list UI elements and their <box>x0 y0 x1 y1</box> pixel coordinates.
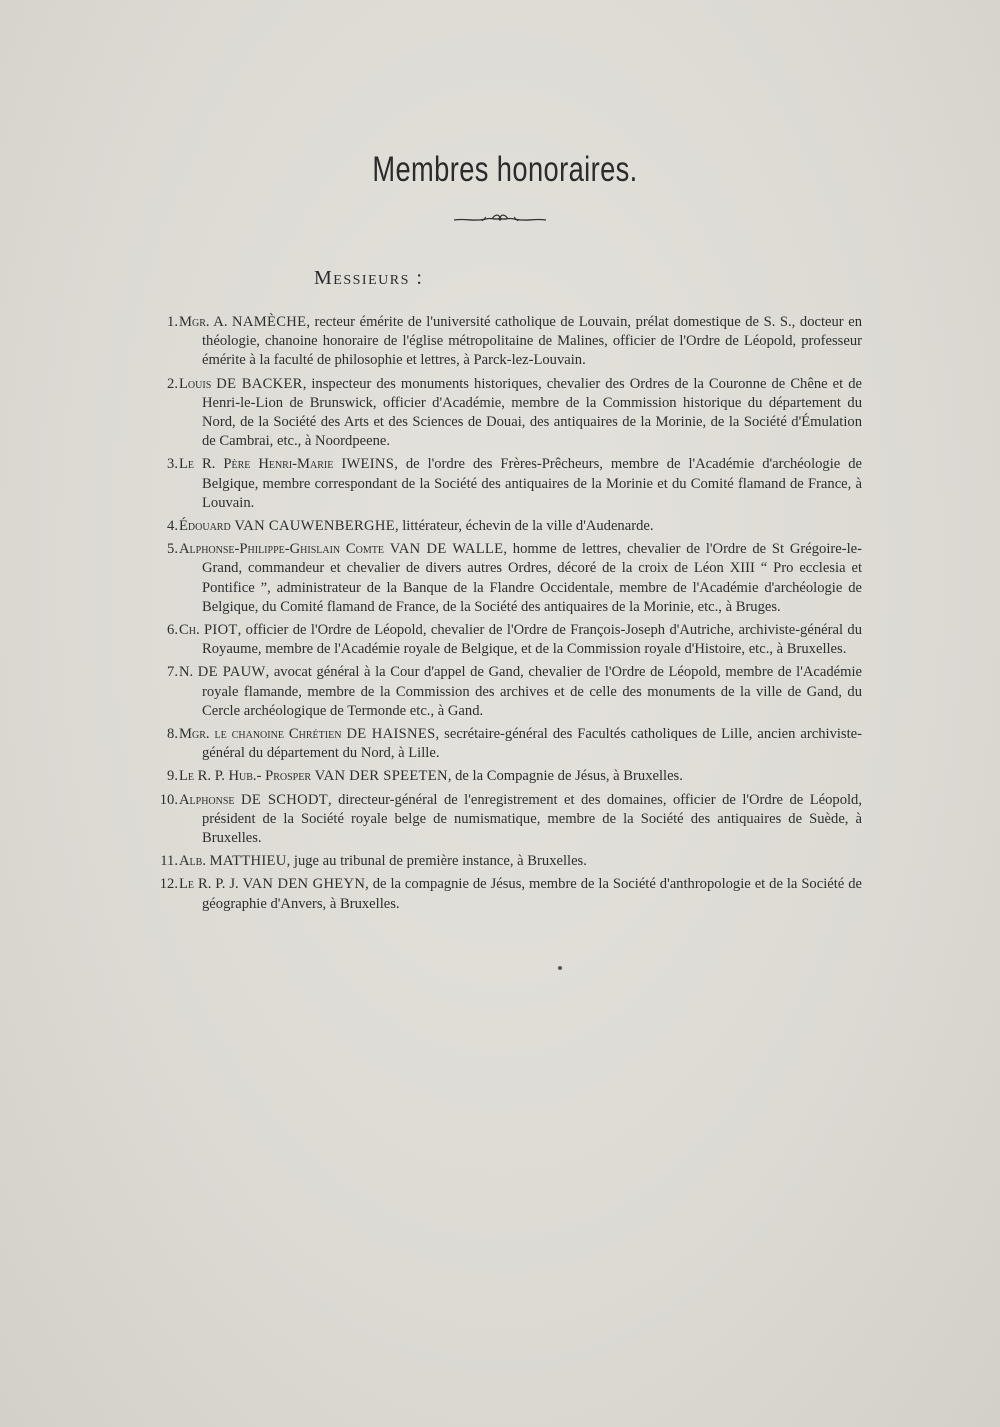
member-number: 6. <box>167 622 178 639</box>
member-title: Mgr. le chanoine Chrétien <box>179 726 347 743</box>
member-description: , de la Compagnie de Jésus, à Bruxelles. <box>447 768 683 785</box>
member-title: Ch. <box>179 622 204 639</box>
member-name: DE HAISNES <box>346 726 436 743</box>
member-name: VAN DE WALLE <box>389 541 504 558</box>
member-text <box>179 875 862 913</box>
member-name: DE SCHODT <box>241 791 329 808</box>
member-entry <box>150 313 862 371</box>
member-text <box>179 791 862 849</box>
member-text <box>179 540 862 617</box>
member-description: , littérateur, échevin de la ville d'Audenarde. <box>394 518 654 535</box>
member-description: , recteur émérite de l'université catholique de Louvain, prélat domestique de S. S., docteur en théologie, chanoine honoraire de l'église métropolitaine de Malines, officier de l'Ordre de Léopold, professeur émérite à la faculté de philosophie et lettres, à Parck-lez-Louvain. <box>202 314 862 369</box>
member-title: Alphonse-Philippe-Ghislain Comte <box>179 541 390 558</box>
member-entry <box>150 791 862 849</box>
member-number: 8. <box>167 726 178 743</box>
member-title: Mgr. A. <box>179 314 233 330</box>
member-text <box>179 767 862 786</box>
member-description: , officier de l'Ordre de Léopold, chevalier de l'Ordre de François-Joseph d'Autriche, archiviste-général du Royaume, membre de l'Académie royale de Belgique, et de la Commission royale d'Histoire, etc., à Bruxelles. <box>202 622 862 658</box>
member-entry <box>150 517 862 536</box>
member-title: Alphonse <box>179 791 242 808</box>
member-name: MATTHIEU <box>209 853 287 870</box>
member-text <box>179 725 862 763</box>
member-description: , directeur-général de l'enregistrement et des domaines, officier de l'Ordre de Léopold, président de la Société royale belge de numismatique, membre de la Société des antiquaires de Suède, à Bruxelles. <box>202 791 863 847</box>
member-number: 7. <box>167 664 178 681</box>
member-number: 10. <box>159 791 178 808</box>
member-text <box>179 663 862 721</box>
member-text <box>179 517 862 536</box>
member-number: 2. <box>167 375 178 392</box>
member-title: Édouard <box>179 518 235 535</box>
member-description: , secrétaire-général des Facultés catholiques de Lille, ancien archiviste-général du département du Nord, à Lille. <box>202 726 863 762</box>
member-name: VAN CAUWENBERGHE <box>234 518 395 535</box>
member-title: Le R. Père Henri-Marie <box>179 456 342 473</box>
member-name: VAN DER SPEETEN <box>314 768 448 785</box>
member-entry <box>150 663 862 721</box>
member-description: , inspecteur des monuments historiques, chevalier des Ordres de la Couronne de Chêne et de Henri-le-Lion de Brunswick, officier d'Académie, membre de la Commission historique du département du Nord, de la Société des Arts et des Sciences de Douai, des antiquaires de la Morinie, de la Société d'Émulation de Cambrai, etc., à Noordpeene. <box>202 375 862 450</box>
member-number: 12. <box>159 876 178 893</box>
member-name: PIOT <box>204 622 238 639</box>
member-entry <box>150 852 862 871</box>
member-number: 4. <box>167 518 178 535</box>
member-description: , avocat général à la Cour d'appel de Gand, chevalier de l'Ordre de Léopold, membre de l'Académie royale flamande, membre de la Commission des archives et de celle des monuments de la ville de Gand, du Cercle archéologique de Termonde etc., à Gand. <box>202 664 862 719</box>
member-number: 11. <box>160 853 178 870</box>
member-text <box>179 313 862 371</box>
member-description: , homme de lettres, chevalier de l'Ordre de St Grégoire-le-Grand, commandeur et chevalier de divers autres Ordres, décoré de la croix de Léon XIII “ Pro ecclesia et Pontifice ”, administrateur de la Banque de la Flandre Occidentale, membre de l'Académie d'archéologie de Belgique, du Comité flamand de France, de la Société des antiquaires de la Morinie, etc., à Bruges. <box>202 541 862 615</box>
member-number: 5. <box>167 541 178 558</box>
ornament-divider <box>452 212 548 226</box>
member-description: , de la compagnie de Jésus, membre de la Société d'anthropologie et de la Société de géographie d'Anvers, à Bruxelles. <box>202 876 862 912</box>
member-name: NAMÈCHE <box>232 314 307 330</box>
member-name: VAN DEN GHEYN <box>242 876 366 893</box>
ink-speck <box>558 966 562 970</box>
member-entry <box>150 375 862 452</box>
member-name: DE BACKER <box>216 375 303 392</box>
member-text <box>179 621 862 659</box>
member-number: 3. <box>167 456 178 473</box>
member-description: , de l'ordre des Frères-Prêcheurs, membre de l'Académie d'archéologie de Belgique, membre correspondant de la Société des antiquaires de la Morinie et du Comité flamand de France, à Louvain. <box>202 456 862 511</box>
member-title: N. <box>179 664 198 681</box>
member-name: DE PAUW <box>197 664 266 681</box>
member-entry <box>150 455 862 513</box>
member-entry <box>150 767 862 786</box>
member-number: 9. <box>167 768 178 785</box>
member-name: IWEINS <box>341 456 395 473</box>
member-text <box>179 852 862 871</box>
member-number: 1. <box>167 314 178 330</box>
member-description: , juge au tribunal de première instance, à Bruxelles. <box>286 853 587 870</box>
member-text <box>179 375 862 452</box>
page-title: Membres honoraires. <box>372 150 638 189</box>
member-title: Alb. <box>179 853 210 870</box>
member-entry <box>150 621 862 659</box>
member-text <box>179 455 862 513</box>
member-title: Louis <box>179 375 217 392</box>
member-entry <box>150 875 862 913</box>
members-list <box>150 313 862 918</box>
member-entry <box>150 725 862 763</box>
member-title: Le R. P. Hub.- Prosper <box>179 768 315 785</box>
salutation: Messieurs : <box>314 267 424 289</box>
member-entry <box>150 540 862 617</box>
member-title: Le R. P. J. <box>179 876 243 893</box>
